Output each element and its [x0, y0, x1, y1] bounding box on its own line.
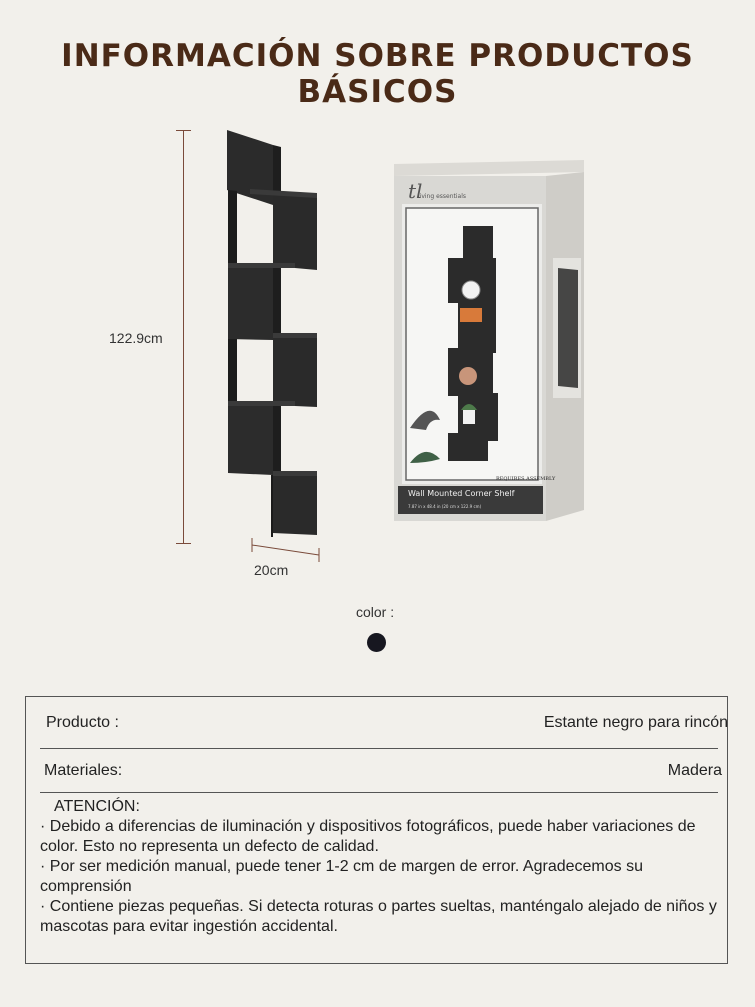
notice-item: · Contiene piezas pequeñas. Si detecta roturas o partes sueltas, manténgalo alejado de niños y mascotas para evitar ingestión accidental. [40, 898, 717, 935]
color-label: color : [356, 604, 395, 620]
box-size-text: 7.87 in x 48.4 in (20 cm x 122.9 cm) [408, 504, 482, 509]
width-dimension-line [247, 535, 327, 565]
box-product-name: Wall Mounted Corner Shelf [408, 489, 515, 498]
notice-heading: ATENCIÓN: [54, 798, 140, 815]
notice-item: · Debido a diferencias de iluminación y dispositivos fotográficos, puede haber variaciones de color. Esto no representa un defecto de calidad. [40, 818, 696, 855]
height-dimension-cap-bottom [176, 543, 191, 544]
box-brand: living essentials [418, 193, 466, 200]
product-info-table [25, 696, 728, 964]
materials-label: Materiales: [44, 762, 123, 779]
color-swatch-black [367, 633, 386, 652]
width-label: 20cm [254, 562, 289, 578]
corner-shelf-image [195, 125, 330, 545]
height-dimension-line [183, 130, 184, 544]
product-label: Producto : [46, 714, 119, 731]
materials-value: Madera [667, 762, 722, 779]
product-value: Estante negro para rincón [543, 714, 728, 731]
divider [40, 792, 718, 793]
notice-section [40, 797, 724, 937]
height-label: 122.9cm [109, 330, 163, 346]
page-title: INFORMACIÓN SOBRE PRODUCTOS BÁSICOS [61, 38, 694, 110]
svg-text:tl: tl [408, 179, 423, 203]
product-box-image [388, 158, 588, 530]
box-assembly-text: REQUIRES ASSEMBLY [496, 476, 556, 482]
height-dimension-cap-top [176, 130, 191, 131]
notice-item: · Por ser medición manual, puede tener 1-2 cm de margen de error. Agradecemos su comprensión [40, 858, 643, 895]
divider [40, 748, 718, 749]
